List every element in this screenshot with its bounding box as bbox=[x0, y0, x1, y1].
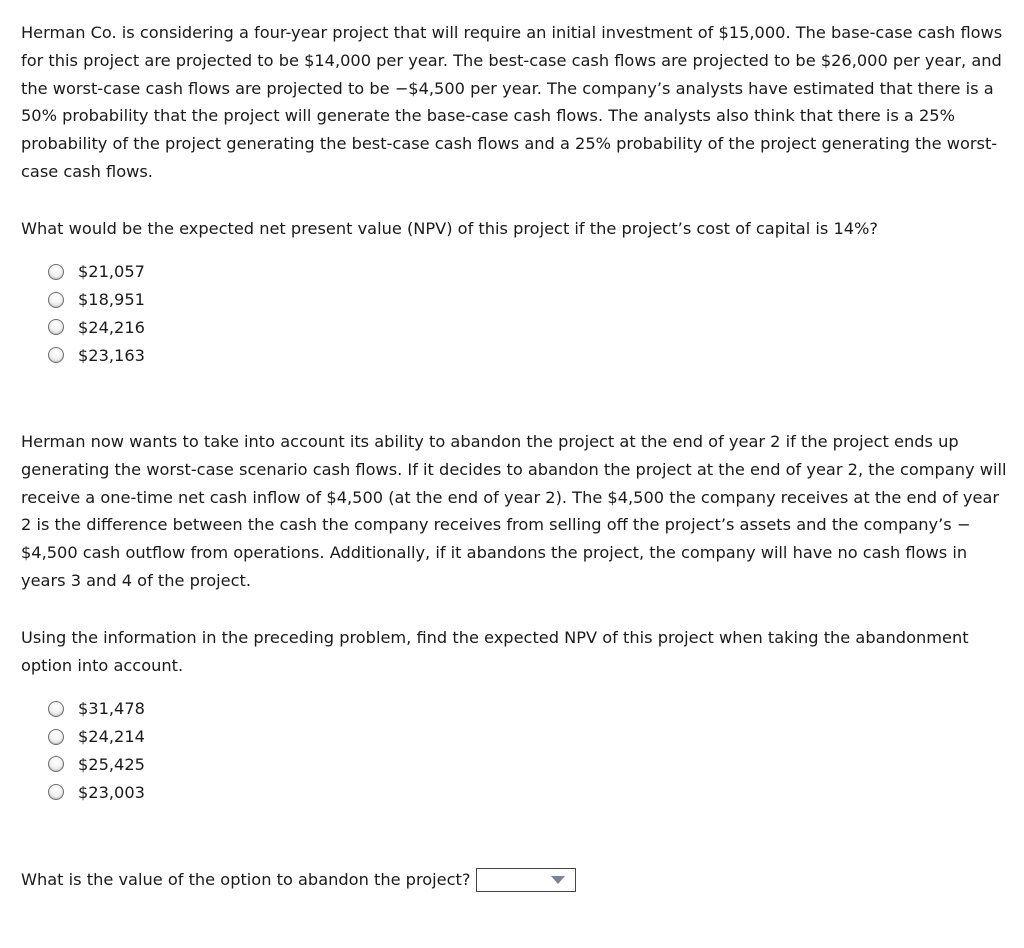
option-label: $23,003 bbox=[78, 782, 145, 802]
option-label: $21,057 bbox=[78, 262, 145, 282]
intro-paragraph: Herman Co. is considering a four-year project that will require an initial investment of $15,000. The base-case cash flows for this project are projected to be $14,000 per year. The best-case cash flows are projected to be $26,000 per year, and the worst-case cash flows are projected to be −$4,500 per year. The company’s analysts have estimated that there is a 50% probability that the project will generate the base-case cash flows. The analysts also think that there is a 25% probability of the project generating the best-case cash flows and a 25% probability of the project generating the worst-case cash flows. bbox=[21, 23, 1003, 181]
question-1-option-4[interactable] bbox=[48, 341, 145, 369]
question-1-option-1[interactable] bbox=[48, 258, 145, 286]
question-3-text: What is the value of the option to abandon the project? bbox=[21, 870, 471, 889]
question-1-option-2[interactable] bbox=[48, 286, 145, 314]
radio-icon[interactable] bbox=[48, 347, 64, 363]
question-1-text: What would be the expected net present value (NPV) of this project if the project’s cost of capital is 14%? bbox=[21, 219, 879, 238]
radio-icon[interactable] bbox=[48, 729, 64, 745]
abandon-option-value-dropdown[interactable] bbox=[476, 868, 576, 892]
question-2-option-2[interactable] bbox=[48, 723, 145, 751]
option-label: $31,478 bbox=[78, 699, 145, 719]
radio-icon[interactable] bbox=[48, 784, 64, 800]
option-label: $25,425 bbox=[78, 754, 145, 774]
radio-icon[interactable] bbox=[48, 319, 64, 335]
chevron-down-icon[interactable] bbox=[551, 876, 565, 884]
radio-icon[interactable] bbox=[48, 756, 64, 772]
question-1-option-3[interactable] bbox=[48, 314, 145, 342]
option-label: $24,216 bbox=[78, 317, 145, 337]
option-label: $23,163 bbox=[78, 345, 145, 365]
radio-icon[interactable] bbox=[48, 292, 64, 308]
question-2-option-4[interactable] bbox=[48, 778, 145, 806]
abandonment-paragraph: Herman now wants to take into account its ability to abandon the project at the end of year 2 if the project ends up generating the worst-case scenario cash flows. If it decides to abandon the project at the end of year 2, the company will receive a one-time net cash inflow of $4,500 (at the end of year 2). The $4,500 the company receives at the end of year 2 is the difference between the cash the company receives from selling off the project’s assets and the company’s −$4,500 cash outflow from operations. Additionally, if it abandons the project, the company will have no cash flows in years 3 and 4 of the project. bbox=[21, 432, 1007, 590]
option-label: $24,214 bbox=[78, 727, 145, 747]
question-1-options bbox=[48, 258, 145, 369]
question-3-row bbox=[21, 866, 1011, 894]
question-2-text: Using the information in the preceding problem, find the expected NPV of this project when taking the abandonment option into account. bbox=[21, 628, 969, 675]
radio-icon[interactable] bbox=[48, 264, 64, 280]
question-2-options bbox=[48, 695, 145, 806]
radio-icon[interactable] bbox=[48, 701, 64, 717]
option-label: $18,951 bbox=[78, 290, 145, 310]
question-2-option-1[interactable] bbox=[48, 695, 145, 723]
question-2-option-3[interactable] bbox=[48, 751, 145, 779]
